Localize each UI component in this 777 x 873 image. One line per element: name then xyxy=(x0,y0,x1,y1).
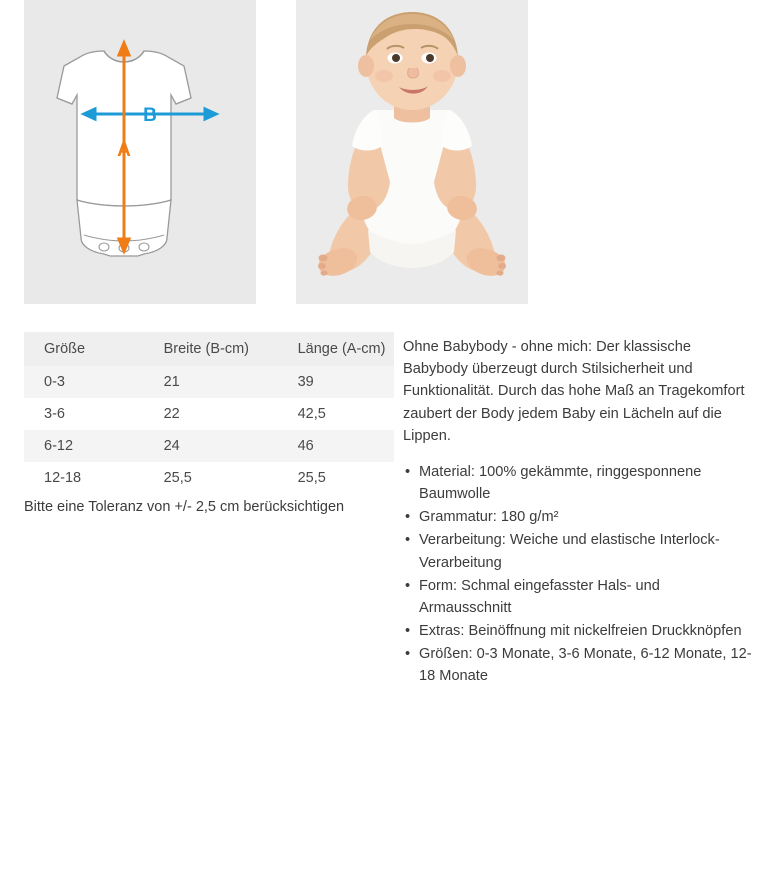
size-chart-head xyxy=(24,332,394,366)
list-item: • Größen: 0-3 Monate, 3-6 Monate, 6-12 Monate, 12-18 Monate xyxy=(403,643,753,687)
list-item: • Grammatur: 180 g/m² xyxy=(403,506,753,528)
size-chart-body xyxy=(24,366,394,494)
size-diagram-panel xyxy=(24,0,256,304)
product-description xyxy=(403,336,753,689)
cell-length: 25,5 xyxy=(297,470,326,486)
dimension-label-a: A xyxy=(117,140,131,161)
dimension-label-b: B xyxy=(143,105,157,126)
table-row xyxy=(24,366,394,398)
table-header-row xyxy=(24,332,394,366)
cell-length: 39 xyxy=(297,374,314,390)
tolerance-note: Bitte eine Toleranz von +/- 2,5 cm berücksichtigen xyxy=(24,499,345,515)
cell-size: 6-12 xyxy=(44,438,74,454)
table-row xyxy=(24,430,394,462)
list-item: • Verarbeitung: Weiche und elastische Interlock-Verarbeitung xyxy=(403,529,753,573)
cell-width: 25,5 xyxy=(163,470,192,486)
bodysuit-technical-drawing xyxy=(24,0,256,304)
column-header-width: Breite (B-cm) xyxy=(144,332,278,366)
feature-list xyxy=(403,461,753,688)
table-row xyxy=(24,398,394,430)
list-item: • Material: 100% gekämmte, ringgesponnene Baumwolle xyxy=(403,461,753,505)
cell-width: 22 xyxy=(163,406,180,422)
description-intro: Ohne Babybody - ohne mich: Der klassische Babybody überzeugt durch Stilsicherheit und Funktionalität. Durch das hohe Maß an Tragekomfort zaubert der Body jedem Baby ein Lächeln auf die Lippen. xyxy=(403,339,745,444)
cell-size: 0-3 xyxy=(44,374,65,390)
cell-length: 46 xyxy=(297,438,314,454)
product-photo-panel xyxy=(296,0,528,304)
list-item: • Extras: Beinöffnung mit nickelfreien Druckknöpfen xyxy=(403,620,753,642)
cell-size: 12-18 xyxy=(44,470,82,486)
cell-size: 3-6 xyxy=(44,406,65,422)
list-item: • Form: Schmal eingefasster Hals- und Armausschnitt xyxy=(403,575,753,619)
table-row xyxy=(24,462,394,494)
cell-length: 42,5 xyxy=(297,406,326,422)
size-chart-table xyxy=(24,332,394,494)
baby-photo xyxy=(296,0,528,304)
column-header-length: Länge (A-cm) xyxy=(278,332,394,366)
cell-width: 24 xyxy=(163,438,180,454)
cell-width: 21 xyxy=(163,374,180,390)
column-header-size: Größe xyxy=(24,332,144,366)
image-panels xyxy=(24,0,528,304)
